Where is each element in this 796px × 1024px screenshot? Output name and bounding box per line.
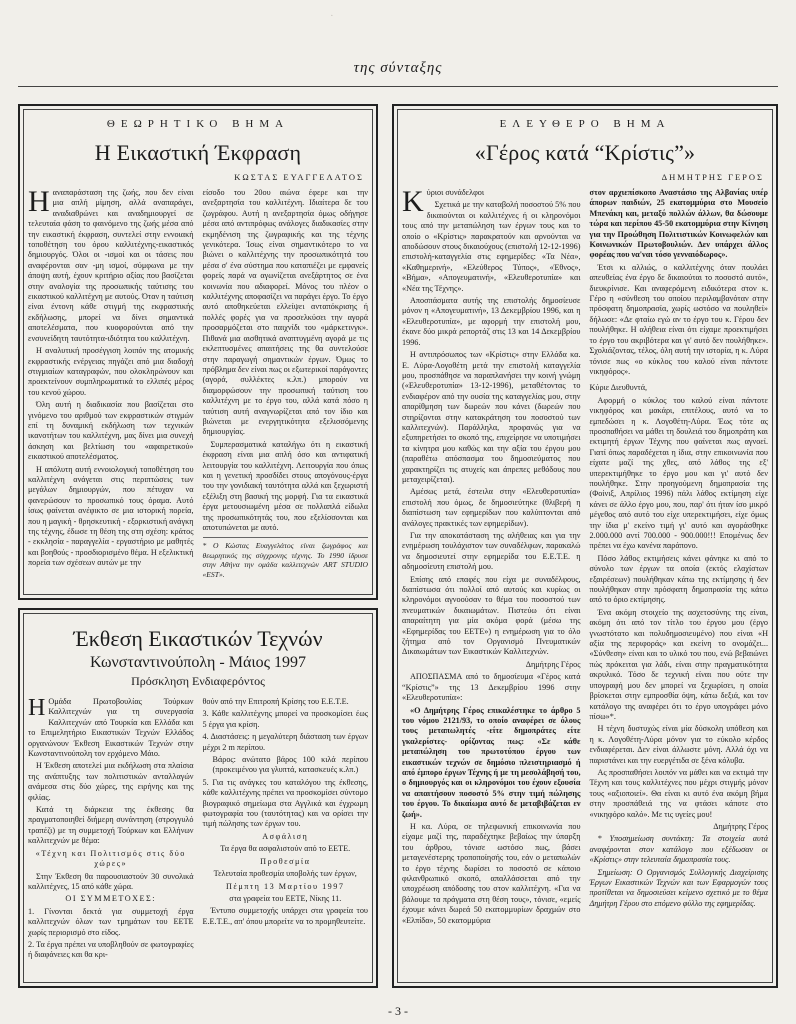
article-column-1	[402, 185, 581, 928]
drop-cap: Η	[28, 185, 50, 218]
paragraph: Σχετικά με την καταβολή ποσοστού 5% που δικαιούνται οι καλλιτέχνες ή οι κληρονόμοι τους από την μεταπώληση των έργων τους και το οποίο ο «Κρίστις» παρακρατούν και αρνούνται να αποδώσουν στους δικαιούχους (επιστολή 12-12-1996) επιστολή-καταγγελία στις εφημερίδες: «Τα Νέα», «Καθημερινή», «Ελεύθερος Τύπος», «Έθνος», «Βήμα», «Απογευματινή», «Ελευθεροτυπία» και «Νέα της Τέχνης».	[402, 200, 581, 293]
paragraph: Έτσι κι αλλιώς, ο καλλιτέχνης όταν πουλάει απευθείας ένα έργο δε δικαιούται το ποσοστό αυτό», διευκρίνισε. Και αναφερόμενη ειδικότερα στον κ. Γέρο η «σύνθεση του οποίου περιλαμβανόταν στην πρόσφατη δημοπρασία, χωρίς ωστόσο να πουληθεί» δήλωσε: «Δε φταίω εγώ αν το έργο του κ. Γέρου δεν πουλήθηκε. Η αλήθεια είναι ότι είχαμε προεκτιμήσει το έργο του ακριβότερα και γι' αυτό δεν πουλήθηκε». Σχολιάζοντας, τέλος, όλη αυτή την ιστορία, η κ. Λύρα τόνισε πως «ο κύκλος του καλού είναι πάντοτε νικηφόρος».	[589, 262, 768, 376]
paragraph: Η Ομάδα Πρωτοβουλίας Τούρκων Καλλιτεχνών για τη συνεργασία Καλλιτεχνών από Τουρκία και Ελλάδα και το Επιμελητήριο Εικαστικών Τεχνών Ελλάδος οργανώνουν Έκθεση Εικαστικών Τεχνών στην Κωνσταντινούπολη τον ερχόμενο Μάιο.	[28, 695, 194, 759]
exhibition-box	[18, 608, 378, 988]
exhibition-title: Έκθεση Εικαστικών Τεχνών	[73, 626, 323, 651]
paragraph: Κατά τη διάρκεια της έκθεσης θα πραγματοποιηθεί διήμερη συνάντηση (στρογγυλό τραπέζι) με τη συμμετοχή Τούρκων και Ελλήνων καλλιτεχνών με θέμα:	[28, 805, 194, 846]
paragraph: Ηαναπαράσταση της ζωής, που δεν είναι μια απλή μίμηση, αλλά αναπαράγει, αναδιαθρώνει και αναδημιουργεί σε τελευταία φάση το φαινόμενο της ζωής μέσα από την εικαστική έκφραση, συντελεί στην εννοιακή τοποθέτηση του όρου καλλιτέχνης-εικαστικός δημιουργός. Όλοι οι -ισμοί και οι τάσεις που αναφέρονται σαν -μη ισμοί, σύμφωνα με την άποψη αυτή, έχουν κριτήριο αξίας που βασίζεται στην αναλογία της προσωπικής ταύτισης του εικαστικού καλλιτέχνη με αυτούς. Όταν η ταύτιση είναι έντονη κάθε στιγμή της εκφραστικής εκδήλωσης, μπορεί να δίνει σημαντικά αποτελέσματα, που κυοφορούνται από την ενσυνείδητη ταυτότητα-ιδιότητα του καλλιτέχνη.	[28, 185, 194, 343]
paragraph: Συμπερασματικά καταλήγω ότι η εικαστική έκφραση είναι μια απλή όσο και αντιφατική λειτουργία του καλλιτέχνη. Λειτουργία που όπως και η γενετική προσδίδει στους απογόνους-έργα του την γονιδιακή ταυτότητα αλλά και ξεχωριστή εξέλιξη στη βασική της μορφή. Για τα εικαστικά έργα μετουσιωμένη μέσα σε πολλαπλά είδωλα της προσωπικότητάς του, που εξελίσσονται και αποτυπώνεται με αυτό.	[202, 439, 368, 532]
exhibition-columns	[28, 697, 368, 963]
list-item: 1. Γίνονται δεκτά για συμμετοχή έργα καλλιτεχνών όλων των τμημάτων του ΕΕΤΕ χωρίς περιορισμό στο είδος.	[28, 906, 194, 937]
deadline-heading: Προθεσμία	[260, 856, 311, 866]
article-columns	[402, 185, 768, 928]
paragraph: Κύριοι συνάδελφοι	[402, 185, 485, 218]
author-footnote: * Ο Κώστας Ευαγγελάτος είναι ζωγράφος και θεωρητικός της σύγχρονης τέχνης. Το 1990 ίδρυσε στην Αθήνα την ομάδα καλλιτεχνών ART STUDIO «EST».	[203, 537, 369, 579]
list-item: Βάρος: ανώτατο βάρος 100 κιλά περίπου (προκειμένου για γλυπτά, κατασκευές κ.λπ.)	[212, 755, 368, 775]
paragraph: Επίσης από επαφές που είχα με συναδέλφους, διαπίστωσα ότι πολλοί από αυτούς και κυρίως οι κληρονόμοι αγνοούσαν το θέμα του ποσοστού των πνευματικών δικαιωμάτων. Πιστεύω ότι είναι απαραίτητη για μία ακόμα φορά (μέσω της «Εφημερίδας του ΕΕΤΕ») η ενημέρωση για το όλο ζήτημα από τον Οργανισμό Πνευματικών Δικαιωμάτων των Εικαστικών Καλλιτεχνών.	[402, 574, 581, 657]
paragraph: Ένα ακόμη στοιχείο της ασχετοσύνης της είναι, ακόμη ότι από τον τίτλο του έργου μου (έργο γνωστότατο και πολυδημοσιευμένο) που είναι «Η αξία της περιφοράς» και εκείνη το ονομάζει... «Σύνθεση» είναι και το υλικό του που, ενώ βεβαιώνει πώς πρόκειται για λάδι, είναι στην πραγματικότητα ακρυλικό. Τόσο δε τεχνική είναι που ούτε την υπογραφή μου δεν μπορεί να ξεχωρίσει, η οποία βρίσκεται στην εμπροσθία όψη, κάτω δεξιά, και τον κατάλογο της αναφέρει ότι το έργο υπογράφει μόνο πίσω»*.	[589, 607, 768, 721]
exhibition-invitation: Πρόσκληση Ενδιαφερόντος	[131, 674, 265, 688]
signature: Δημήτρης Γέρος	[525, 659, 581, 669]
page-header	[18, 58, 778, 87]
paragraph: Τα έργα θα ασφαλιστούν από το ΕΕΤΕ.	[220, 844, 351, 854]
article-column-2	[590, 188, 769, 928]
paragraph: Αποσπάσματα αυτής της επιστολής δημοσίευσε μόνον η «Απογευματινή», 13 Δεκεμβρίου 1996, και η «Ελευθεροτυπία», με αφορμή την επιστολή μου, έκανε δύο μικρά ρεπορτάζ στις 13 και 14 Δεκεμβρίου 1996.	[402, 296, 581, 347]
deadline-date: Πέμπτη 13 Μαρτίου 1997	[226, 881, 345, 891]
editor-footnote: * Υποσημείωση συντάκτη: Τα στοιχεία αυτά αναφέρονται στον κατάλογο που εξέδωσαν οι «Κρίστις» στην τελευταία δημοπρασία τους.	[589, 834, 768, 865]
list-item: 4. Διαστάσεις: η μεγαλύτερη διάσταση των έργων μέχρι 2 m περίπου.	[202, 732, 368, 752]
exhibition-column-1	[28, 697, 194, 963]
drop-cap: Η	[28, 695, 46, 721]
list-item: 2. Τα έργα πρέπει να υποβληθούν σε φωτογραφίες ή διαφάνειες και θα κρι-	[28, 939, 194, 960]
list-item: 5. Για τις ανάγκες του καταλόγου της έκθεσης, κάθε καλλιτέχνης πρέπει να προσκομίσει σύντομο βιογραφικό σημείωμα στα Αγγλικά και έγχρωμη φωτογραφία του (ταυτότητας) και να ορίσει την τιμή πώλησης των έργων του.	[202, 777, 368, 829]
theory-article-box	[18, 104, 378, 600]
paragraph: Αφορμή ο κύκλος του καλού είναι πάντοτε νικηφόρος και μακάρι, επιτέλους, αυτό να το εμπεδώσει η κ. Λογοθέτη-Λύρα. Έως τότε ας προσπαθήσει να μάθει τη δουλειά του δημοπράτη και εκτιμητή έργων Τέχνης που φαίνεται πως αγνοεί. Γιατί όπως παραδέχεται η ίδια, στην επικοινωνία που είχατε μαζί της χθες, από λάθος της εξ' υπερεκτιμήθηκε το έργο μου και γι' αυτό δεν πουλήθηκε. Στην προηγούμενη δημοπρασία της (Φοίνιξ, Απρίλιος 1996) πάλι λάθος εκτίμηση είχε κάνει σε άλλο έργο μου, που, παρ' ότι ήταν ίσο μικρό μέγεθος από αυτό του είχε υπερεκτιμήσει, είχε όμως την ίδια μ' εκείνο τιμή γι' αυτό και αγοράσθηκε 2.000.000 αντί 700.000 - 900.000!!! Επομένως δεν πρέπει να έχω κανένα παράπονο.	[589, 395, 768, 551]
paragraph: στα γραφεία του ΕΕΤΕ, Νίκης 11.	[229, 893, 342, 903]
exhibition-subtitle: Κωνσταντινούπολη - Μάιος 1997	[90, 654, 306, 671]
paragraph: Η αναλυτική προσέγγιση λοιπόν της ατομικής εκφραστικής ενέργειας πηγάζει από μια διαδοχή στιγμιαίων καταγραφών, που ολοκληρώνουν και προεκτείνουν συμπληρωματικά το ελλιπές μέρος του κενού χώρου.	[28, 346, 194, 397]
free-tribune-article-box	[392, 104, 778, 988]
paragraph: Η απόλυτη αυτή εννοιολογική τοποθέτηση του καλλιτέχνη ανάγεται στις περιπτώσεις των μεγάλων δημιουργών, που πέτυχαν να φανερώσουν το προσωπικό τους όραμα. Αυτό ίσως φαίνεται ανέφικτο σε μια ιστορική πορεία, που η μαγική - θρησκευτική - εξορκιστική ανάγκη της τέχνης, έδωσε τη θέση της στη σχέση: κράτος - εκκλησία - παραγγελία - εργαστήριο με μαθητές και βοηθούς - προσδιορισμένο θέμα. Η εξελικτική πορεία των σχέσεων αυτών με την	[28, 464, 194, 568]
paragraph: Όλη αυτή η διαδικασία που βασίζεται στο γινόμενο του αριθμού των εκφραστικών στιγμών επί τη δυναμική εκδήλωση των τεχνικών ικανοτήτων του καλλιτέχνη, μας δίνει μια συνεχή άσκηση και βελτίωση του «αφαιρετικού» εικαστικού αποτελέσματος.	[28, 400, 194, 462]
paragraph: Πόσο λάθος εκτιμήσεις κάνει φάνηκε κι από το σύνολο των έργων τα οποία (εκτός ελαχίστων εξαιρέσεων) πουλήθηκαν κάτω της εκτίμησης ή δεν πουλήθηκαν στην πρόσφατη δημοπρασία της κάτω από το όριο εκτίμησης.	[589, 553, 768, 605]
article-column-1	[28, 185, 194, 579]
paragraph: είσοδο του 20ου αιώνα έφερε και την ανεξαρτησία του καλλιτέχνη. Ιδιαίτερα δε του ζωγράφου. Αυτή η ανεξαρτησία όμως οδήγησε μέσα από αντιπρόφως ανάλογες διαδικασίες στην εκμηδένιση της ζωγραφικής και της τέχνης γενικότερα. Ίσως είναι σημαντικότερο το να βιώνει ο καλλιτέχνης την προσωπικότητά του μέσα σ' ένα σύστημα που καταπιέζει με εμφανείς φορείς παρά να αγωνίζεται ανεξάρτητος σε ένα κοινωνία που αδιαφορεί. Μόνος του πλέον ο καλλιτέχνης αποφασίζει να παράγει έργο. Το έργο αυτό αποθηκεύεται ελλείψει ανταπόκρισης ή πολλές φορές για να προσελκύσει την αγορά προσαρμόζεται στο παιχνίδι του «μάρκετινγκ». Πιθανά μια αισθητικά αναπτυγμένη αγορά με τις εκλεπτυσμένες απαιτήσεις της θα συντελούσε στην παραγωγή σημαντικών έργων. Όμως το πρόβλημα δεν είναι πως οι εξωτερικοί παράγοντες (αγορά, συλλέκτες κ.λπ.) μπορούν να διαμορφώσουν την προσωπική ταύτιση του καλλιτέχνη με το έργο του, αλλά κατά πόσο η ταύτιση αυτή αναγνωρίζεται από τον ίδιο και βιώνεται με ενεργητικότητα εξελισσόμενης δημιουργίας.	[202, 188, 368, 437]
article-columns	[28, 185, 368, 579]
signature: Δημήτρης Γέρος	[713, 821, 768, 831]
paragraph: Η αντιπρόσωπος των «Κρίστις» στην Ελλάδα κα. Ε. Λύρα-Λογοθέτη μετά την επιστολή καταγγελία μου, προσπάθησε να παραπλανήσει την κοινή γνώμη («Ελευθεροτυπία» 13-12-1996), μεταθέτοντας το ενδιαφέρον από την ουσία της καταγγελίας μου, στην απαρίθμηση των δωρεών που κάνει (δωρεών που στηρίζονται στην κατακράτηση του ποσοστού των καλλιτεχνών). Παράλληλα, προφανώς για να εξυπηρετήσει το σκοπό της, επιχείρησε να υποτιμήσει τα κίνητρα μου καθώς και την αξία του έργου μου (παραθέτω απόσπασμα του δημοσιεύματος που χαρακτηρίζει τις ατυχείς και άπρεπες μεθόδους που μεταχειρίζεται).	[402, 350, 581, 484]
participations-heading: ΟΙ ΣΥΜΜΕΤΟΧΕΣ:	[65, 894, 157, 904]
article-author: ΔΗΜΗΤΡΗΣ ΓΕΡΟΣ	[661, 172, 764, 182]
paragraph: ΑΠΟΣΠΑΣΜΑ από το δημοσίευμα «Γέρος κατά “Κρίστις”» της 13 Δεκεμβρίου 1996 στην «Ελευθεροτυπία»:	[402, 672, 581, 703]
page-number: - 3 -	[388, 1004, 408, 1018]
paragraph: Έντυπο συμμετοχής υπάρχει στα γραφεία του Ε.Ε.Τ.Ε., απ' όπου μπορείτε να το προμηθευτείτε.	[202, 906, 368, 926]
salutation: Κύριε Διευθυντά,	[589, 383, 648, 393]
paragraph: Η Έκθεση αποτελεί μια εκδήλωση στα πλαίσια της ανάπτυξης των πολιτιστικών ανταλλαγών ανάμεσα στις δύο χώρες, της ειρήνης και της φιλίας.	[28, 761, 194, 802]
section-label: ΕΛΕΥΘΕΡΟ ΒΗΜΑ	[499, 118, 671, 130]
paragraph: Η κα. Λύρα, σε τηλεφωνική επικοινωνία που είχαμε μαζί της, παραδέχτηκε βεβαίως την ύπαρξη του άρθρου, τόνισε ωστόσο πως, βάσει μεταγενέστερης τροποποίησής του, εάν ο μεταπωλών το έργο τέχνης δωρίσει το ποσοστό σε κάποιο φιλανθρωπικό σκοπό, απαλλάσσεται από την υποχρέωση απόδοσης του στον καλλιτέχνη. «Για να βάλουμε τα πράγματα στη θέση τους», τόνισε, «εμείς έχουμε κάνει δωρεά 50 εκατομμυρίων δραχμών στο «Ελπίδα», 50 εκατομμύρια	[402, 821, 581, 925]
bleed-through-text: ·	[330, 10, 334, 22]
insurance-heading: Ασφάλιση	[262, 831, 309, 841]
paragraph: στον αρχιεπίσκοπο Αναστάσιο της Αλβανίας υπέρ άπορων παιδιών, 25 εκατομμύρια στο Μουσείο Μπενάκη και, μεταξύ πολλών άλλων, θα δώσουμε τώρα και περίπου 45-50 εκατομμύρια στην Κίνηση για την Προώθηση Πολιτιστικών Κοινωφελών και Κοινωνικών Πρωτοβουλιών. Δεν υπάρχει άλλος φορέας που να'ναι τόσο γενναιόδωρος».	[589, 188, 768, 260]
article-column-2	[203, 188, 369, 579]
roundtable-theme: «Τέχνη και Πολιτισμός στις δύο χώρες»	[35, 848, 186, 869]
section-label: ΘΕΩΡΗΤΙΚΟ ΒΗΜΑ	[106, 118, 290, 130]
exhibition-column-2	[203, 697, 369, 963]
quoted-law: «Ο Δημήτρης Γέρος επικαλέστηκε το άρθρο 5 του νόμου 2121/93, το οποίο αναφέρει σε όλους τους μεταπωλητές -είτε δημοπράτες είτε γκαλερίστες- ορίζοντας πως: «Σε κάθε μεταπώληση του πρωτοτύπου έργου των εικαστικών τεχνών σε δημόσιο πλειστηριασμό ή από έμπορο έργων Τέχνης ή με τη μεσολάβησή του, ο δημιουργός και οι κληρονόμοι του έχουν εξουσία να απαιτήσουν ποσοστό 5% στην τιμή πώλησης του έργου. Το δικαίωμα αυτό δε μεταβιβάζεται εν ζωή».	[402, 705, 581, 819]
article-title: «Γέρος κατά “Κρίστις”»	[474, 140, 696, 165]
drop-cap: Κ	[402, 185, 424, 218]
paragraph: Για την αποκατάσταση της αλήθειας και για την ενημέρωση τουλάχιστον των συναδέλφων, παρακαλώ να δημοσιευτεί στην εφημερίδα του Ε.Ε.Τ.Ε. η αδημοσίευτη επιστολή μου.	[402, 531, 581, 572]
editor-note: Σημείωση: Ο Οργανισμός Συλλογικής Διαχείρισης Έργων Εικαστικών Τεχνών και των Εφαρμογών τους προτίθεται να δημοσιεύσει κείμενο σχετικό με το θέμα Δημήτρη Γέρου στο επόμενο φύλλο της εφημερίδας.	[589, 867, 768, 908]
header-title: της σύνταξης	[353, 60, 443, 76]
paragraph: Στην Έκθεση θα παρουσιαστούν 30 συνολικά καλλιτέχνες, 15 από κάθε χώρα.	[28, 871, 194, 891]
article-title: Η Εικαστική Έκφραση	[94, 140, 302, 165]
paragraph: Τελευταία προθεσμία υποβολής των έργων,	[213, 869, 357, 879]
paragraph: Ας προσπαθήσει λοιπόν να μάθει και να εκτιμά την Τέχνη και τους καλλιτέχνες που μέχρι στιγμής μόνον τους «αξιοποιεί». Θα είναι κι αυτό ένα ακόμη βήμα στην προσπάθειά της να φτάσει κάποτε στο «νικηφόρο καλό». Με τις υγείες μου!	[589, 767, 768, 819]
paragraph: Αμέσως μετά, έστειλα στην «Ελευθεροτυπία» επιστολή που όμως, δε δημοσιεύτηκε (θλιβερή η διαπίστωση των εφημερίδων που καλύπτονται από ανάλογες πρακτικές των εφημερίδων).	[402, 487, 581, 528]
paragraph: Η τέχνη δυστυχώς είναι μία δύσκολη υπόθεση και η κ. Λογοθέτη-Λύρα μόνον για το εύκολο κέρδος ενδιαφέρεται. Δεν είναι άλλωστε μόνη. Αλλά όχι να παριστάνει και την ευεργέτιδα σε ξένα κόλυβα.	[589, 724, 768, 765]
list-item: 3. Κάθε καλλιτέχνης μπορεί να προσκομίσει έως 5 έργα για κρίση.	[202, 709, 368, 729]
article-author: ΚΩΣΤΑΣ ΕΥΑΓΓΕΛΑΤΟΣ	[234, 172, 364, 182]
paragraph: θούν από την Επιτροπή Κρίσης του Ε.Ε.Τ.Ε.	[202, 697, 349, 706]
